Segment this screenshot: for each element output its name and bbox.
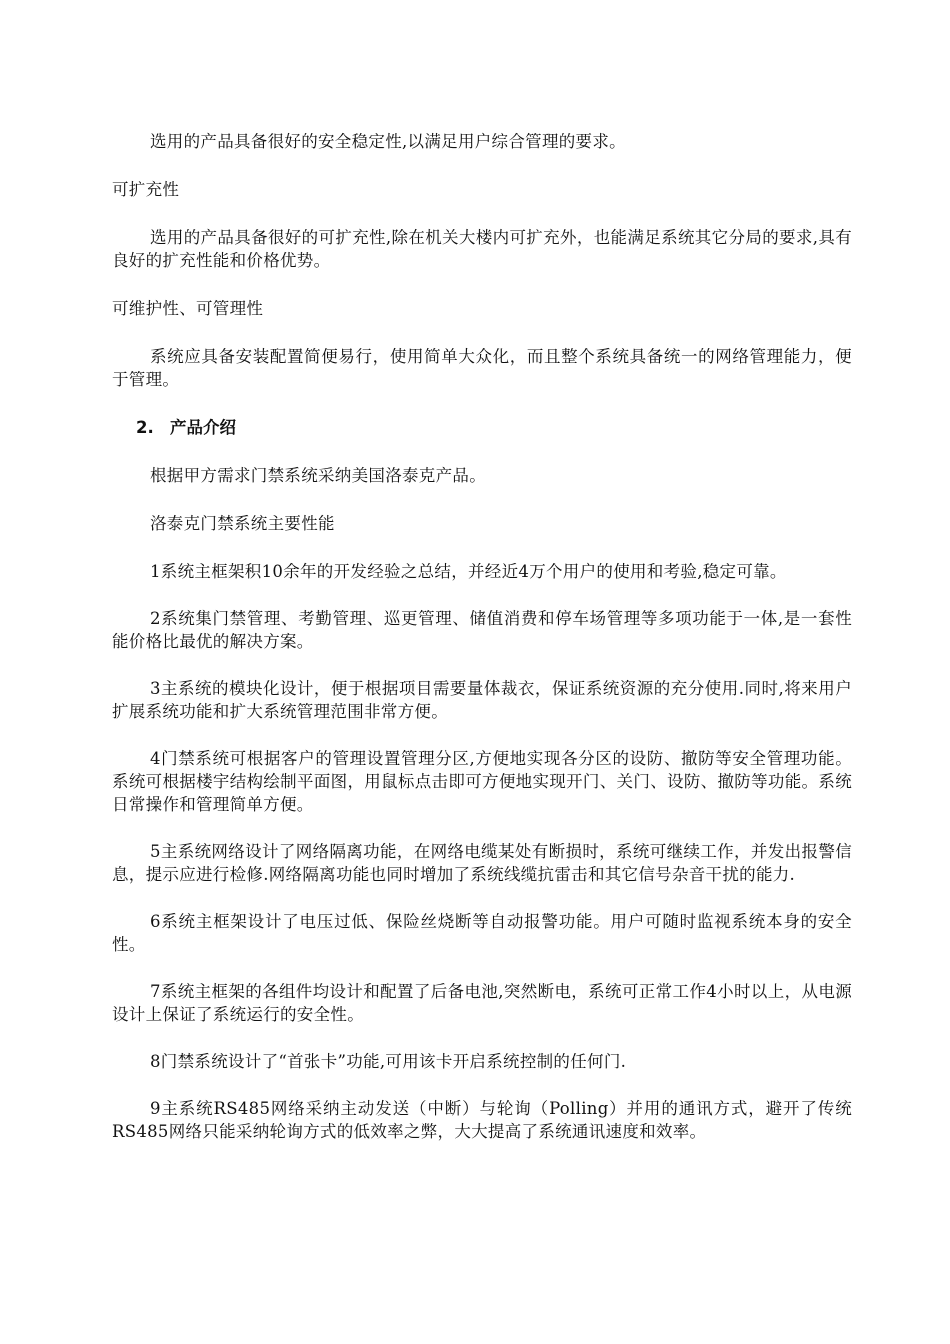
feature-item: 5主系统网络设计了网络隔离功能，在网络电缆某处有断损时，系统可继续工作，并发出报警信息，提示应进行检修.网络隔离功能也同时增加了系统线缆抗雷击和其它信号杂音干扰的能力. (112, 842, 852, 884)
paragraph-scalability: 选用的产品具备很好的可扩充性,除在机关大楼内可扩充外，也能满足系统其它分局的要求,具有良好的扩充性能和价格优势。 (112, 228, 852, 270)
subheading-maintainability: 可维护性、可管理性 (112, 299, 264, 318)
feature-item: 7系统主框架的各组件均设计和配置了后备电池,突然断电，系统可正常工作4小时以上，从电源设计上保证了系统运行的安全性。 (112, 982, 852, 1024)
feature-item: 6系统主框架设计了电压过低、保险丝烧断等自动报警功能。用户可随时监视系统本身的安全性。 (112, 912, 852, 954)
section-heading (112, 416, 852, 439)
feature-item: 1系统主框架积10余年的开发经验之总结，并经近4万个用户的使用和考验,稳定可靠。 (150, 562, 787, 581)
document-page (112, 130, 852, 1143)
feature-item: 2系统集门禁管理、考勤管理、巡更管理、储值消费和停车场管理等多项功能于一体,是一套性能价格比最优的解决方案。 (112, 609, 852, 651)
paragraph-maintainability: 系统应具备安装配置简便易行，使用简单大众化，而且整个系统具备统一的网络管理能力，便于管理。 (112, 347, 852, 389)
paragraph-intro: 根据甲方需求门禁系统采纳美国洛泰克产品。 (150, 466, 486, 485)
paragraph-features-title: 洛泰克门禁系统主要性能 (150, 514, 335, 533)
paragraph-stability: 选用的产品具备很好的安全稳定性,以满足用户综合管理的要求。 (150, 132, 626, 151)
section-title: 产品介绍 (170, 418, 236, 437)
feature-item: 3主系统的模块化设计，便于根据项目需要量体裁衣，保证系统资源的充分使用.同时,将来用户扩展系统功能和扩大系统管理范围非常方便。 (112, 679, 852, 721)
feature-item: 9主系统RS485网络采纳主动发送（中断）与轮询（Polling）并用的通讯方式，避开了传统RS485网络只能采纳轮询方式的低效率之弊，大大提高了系统通讯速度和效率。 (112, 1099, 852, 1141)
section-number: 2. (136, 418, 154, 437)
feature-item: 8门禁系统设计了“首张卡”功能,可用该卡开启系统控制的任何门. (150, 1052, 627, 1071)
subheading-scalability: 可扩充性 (112, 180, 180, 199)
feature-item: 4门禁系统可根据客户的管理设置管理分区,方便地实现各分区的设防、撤防等安全管理功能。系统可根据楼宇结构绘制平面图，用鼠标点击即可方便地实现开门、关门、设防、撤防等功能。系统日常操作和管理简单方便。 (112, 749, 852, 814)
